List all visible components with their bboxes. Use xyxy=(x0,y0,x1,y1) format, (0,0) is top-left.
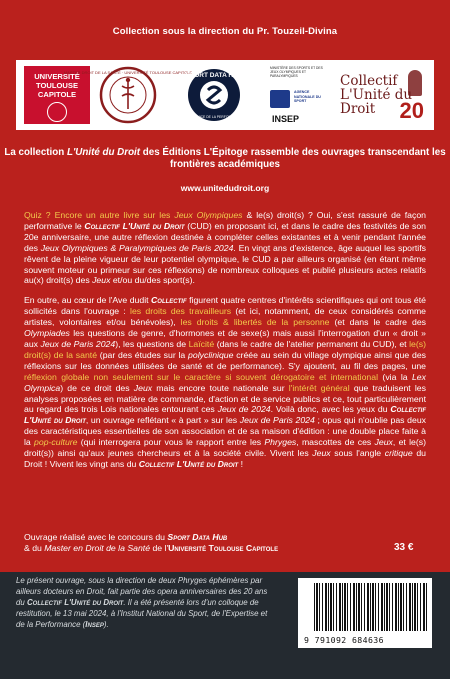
p2-run: , et le(s) droit(s)) ainsi qu'aux jeunes chercheurs et à la société civile. Vivent les xyxy=(24,437,426,459)
p2-run: ), les questions de xyxy=(115,338,189,349)
agence-sport-text: AGENCE NATIONALE DU SPORT xyxy=(294,90,321,103)
intro-collection-name: L'Unité du Droit xyxy=(66,147,141,158)
p1-run: Jeux Olympiques xyxy=(174,210,243,220)
intro-text-1: La collection xyxy=(4,147,65,158)
intro-text-2: des Éditions L'Épitoge rassemble des ouvrages transcendant les frontières académiques xyxy=(142,147,446,171)
sport-data-hub-logo xyxy=(166,66,262,124)
p2-run: les droits & libertés de la personne xyxy=(180,317,330,328)
p2-run: Olympiades xyxy=(24,328,70,339)
colloque-note xyxy=(16,576,278,631)
p1-run: . En vingt ans d'existence, âge auquel les sportifs rêvent de la pleine vigueur de leur potentiel olympique, le CUD a par ailleurs organisé (en étant même souvent moteur ou primeur sur ces réflexions) de nombreux colloques et publié plusieurs actes relatifs au(x) droit(s) des xyxy=(24,242,426,286)
p2-run: (dans le cadre de l'atelier permanent du CUD), et xyxy=(214,338,410,349)
p2-run: Jeux xyxy=(133,382,153,393)
ministere-text: MINISTÈRE DES SPORTS ET DES JEUX OLYMPIQUES ET PARALYMPIQUES xyxy=(270,66,323,78)
p1-run: & le(s) droit(s) ? Oui, s'est rassuré de façon performative le xyxy=(24,210,426,231)
p2-run: réflexion globale non seulement sur le caractère si souvent dérogatoire et international xyxy=(24,371,379,382)
summary-text xyxy=(24,210,426,479)
p2-run: du Droit ! Vivent les vingt ans du xyxy=(24,448,427,469)
p2-run: (qui interrogera pour vous le rapport entre les xyxy=(77,437,265,448)
concours-run: Université Toulouse Capitole xyxy=(168,543,279,553)
ut-logo-text: UNIVERSITÉ TOULOUSE CAPITOLE xyxy=(34,72,80,99)
isbn-barcode xyxy=(298,578,432,648)
sport-data-hub-icon xyxy=(166,66,262,124)
p2-run: , mascottes de ces xyxy=(296,437,375,448)
p1-run: Jeux xyxy=(92,275,111,286)
p2-run: critique xyxy=(384,448,413,459)
p2-run: ; opus qui n'oublie pas deux des caractéristiques essentielles de son association et de sa maison d'édition : une double place faite à la xyxy=(24,415,427,448)
p2-run: , un ouvrage reflétant « à part » sur les xyxy=(85,415,240,426)
master-ring-text: MASTER DROIT DE LA SANTÉ · UNIVERSITÉ TOULOUSE CAPITOLE xyxy=(63,70,193,75)
p2-run: Jeux xyxy=(374,437,393,448)
master-droit-sante-logo xyxy=(63,66,193,124)
insep-text: INSEP xyxy=(272,114,300,124)
p1-run: Jeux Olympiques & Paralympiques de Paris 2024 xyxy=(40,242,234,253)
p1-run: et/ou du/des sport(s). xyxy=(110,275,195,286)
p2-run: Collectif xyxy=(151,295,187,306)
bottom_text-run: ). xyxy=(103,619,109,629)
price: 33 € xyxy=(394,542,414,553)
p2-run: (via la xyxy=(378,371,412,382)
cud-20-badge: 20 xyxy=(399,98,424,123)
p2-run: ! xyxy=(238,458,244,469)
p2-run: figurent quatre centres d'intérêts scientifiques qui ont tous été sollicités dans l'ouvrage : xyxy=(24,295,426,317)
insep-logo xyxy=(270,66,332,124)
concours-text xyxy=(24,532,426,554)
p2-run: Jeux xyxy=(312,448,331,459)
bottom_text-run: Le présent ouvrage, sous la direction de deux Phryges éphémères par ailleurs docteurs en Droit, fait partie des opera anniversaires des 20 ans du xyxy=(16,576,268,607)
bottom_text-run: Collectif L'Unité du Droit xyxy=(26,597,124,607)
p2-run: sous l'angle xyxy=(330,448,385,459)
master-seal-icon xyxy=(63,66,193,124)
p2-run: Phryges xyxy=(264,437,297,448)
summary-paragraph-2 xyxy=(24,295,426,470)
concours-run: Sport Data Hub xyxy=(167,532,228,542)
bottom_text-run: . Il a été présenté lors d'un colloque de restitution, le 13 mai 2024, à l'Institut National du Sport, de l'Expertise et de la Performance ( xyxy=(16,597,268,629)
p2-run: mais encore toute nationale sur xyxy=(152,382,289,393)
p2-run: . Voilà donc, avec les yeux du xyxy=(270,404,391,415)
agence-sport-icon xyxy=(270,90,290,108)
sdh-bottom-text: AU SERVICE DE LA PERFORMANCE xyxy=(184,115,244,119)
p2-run: les droits des travailleurs xyxy=(130,306,232,317)
p2-run: créée au sein du village olympique ainsi que des réflexions sur les données utilisées de santé et de performance). S'y ajoutent, au fil des pages, une xyxy=(24,349,426,371)
p2-run: que traduisent les analyses proposées en matière de commande, d'action et de service publics et ce, tout particulièrement au regard des trois Lois nationales entourant ces xyxy=(24,382,426,415)
partner-logos xyxy=(16,60,434,130)
sdh-top-text: SPORT DATA HUB xyxy=(185,72,243,79)
p1-run: Collectif L'Unité du Droit xyxy=(84,220,185,231)
p2-run: (par des études sur la xyxy=(97,349,189,360)
p2-run: En outre, au cœur de l'Ave dudit xyxy=(24,295,152,306)
p2-run: Jeux de Paris 2024 xyxy=(40,338,116,349)
p2-run: pop-culture xyxy=(34,437,78,448)
p2-run: ) de ce droit des xyxy=(60,382,134,393)
concours-run: Ouvrage réalisé avec le concours du xyxy=(24,532,168,542)
concours-run: Master en Droit de la Santé xyxy=(44,543,151,553)
p2-run: Collectif L'Unité du Droit xyxy=(138,458,239,469)
p2-run: les questions de genre, d'hormones et de sexe(s) mais aussi l'interrogation d'un « droit » aux xyxy=(24,328,426,349)
p2-run: polyclinique xyxy=(188,349,234,360)
concours-run: & du xyxy=(24,543,45,553)
p2-run: Jeux de Paris 2024 xyxy=(239,415,315,426)
collectif-unite-droit-logo xyxy=(336,66,428,124)
p2-run: Jeux de 2024 xyxy=(217,404,271,415)
website-link[interactable]: www.unitedudroit.org xyxy=(180,183,270,193)
ut-seal-icon xyxy=(47,102,67,122)
p2-run: l'intérêt général xyxy=(288,382,350,393)
summary-paragraph-1 xyxy=(24,210,426,286)
p2-run: Laïcité xyxy=(188,338,215,349)
p1-run: Quiz ? Encore un autre livre sur les xyxy=(24,210,175,220)
p2-run: (et ici, notamment, de ceux considérés comme artistes, volontaires et/ou bénévoles), xyxy=(24,306,427,328)
p2-run: le(s) droit(s) de la santé xyxy=(24,338,426,360)
bottom-band xyxy=(0,572,450,679)
p2-run: Lex Olympica xyxy=(24,371,426,393)
cud-logo-text: Collectif L'Unité du Droit xyxy=(340,73,413,117)
p1-run: (CUD) en proposant ici, et dans le cadre des festivités de son 20e anniversaire, une autre réflexion destinée à compléter celles existantes et à venir pendant l'année des xyxy=(24,220,426,253)
p2-run: (et dans le cadre des xyxy=(329,317,426,328)
collection-intro xyxy=(0,147,450,172)
barcode-icon xyxy=(314,583,428,631)
bottom_text-run: Insep xyxy=(85,619,104,629)
collection-line: Collection sous la direction du Pr. Touzeil-Divina xyxy=(112,26,338,37)
p2-run: Collectif L'Unité du Droit xyxy=(24,404,426,426)
concours-run: de l' xyxy=(150,543,169,553)
barcode-number: 9 791092 684636 xyxy=(304,635,384,645)
